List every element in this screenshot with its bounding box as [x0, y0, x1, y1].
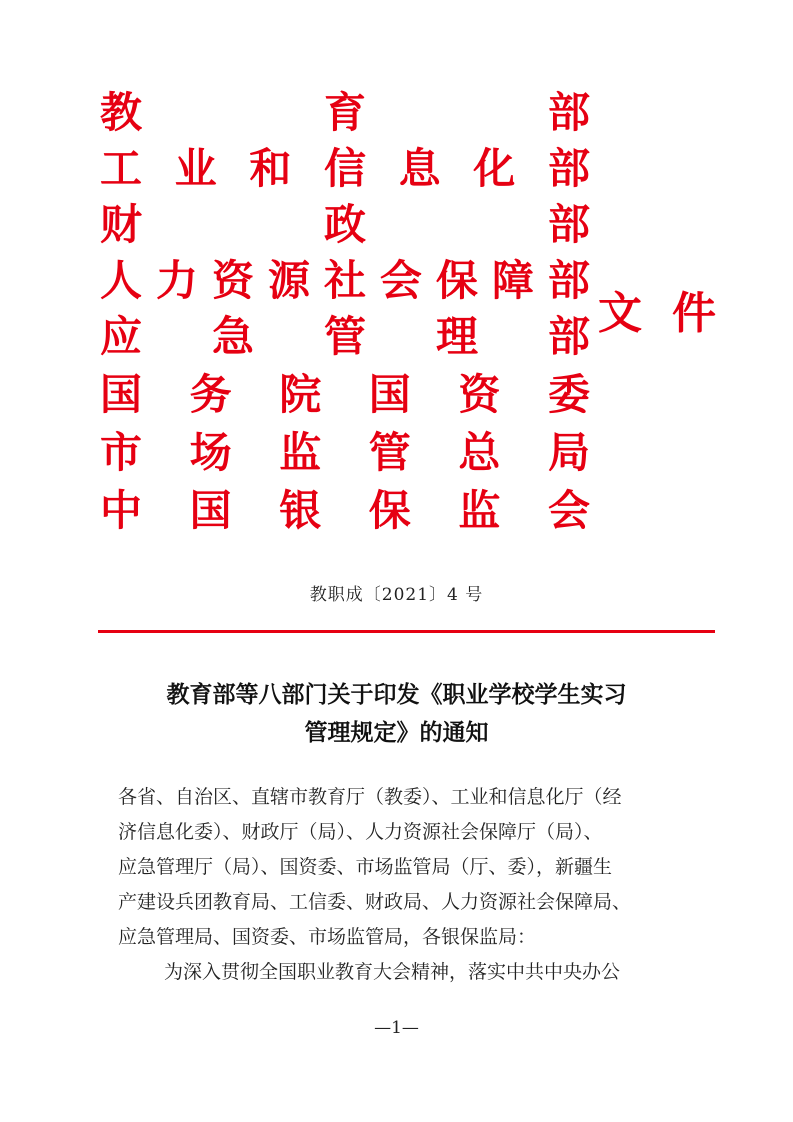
issuer-char: 会 — [547, 486, 590, 535]
issuer-row — [100, 314, 590, 360]
body-line-text: 各省、自治区、直辖市教育厅（教委）、工业和信息化厅（经 — [118, 786, 622, 808]
issuer-char: 中 — [100, 486, 143, 535]
body-line-text: 为深入贯彻全国职业教育大会精神，落实中共中央办公 — [164, 961, 621, 983]
issuer-char: 和 — [249, 144, 292, 193]
issuer-char: 人 — [100, 256, 143, 305]
issuer-row — [100, 258, 590, 304]
body-line — [118, 885, 686, 920]
body-line — [118, 815, 686, 850]
issuer-char: 总 — [458, 428, 501, 477]
issuer-char: 部 — [547, 256, 590, 305]
body-line — [118, 920, 686, 955]
issuer-char: 政 — [323, 200, 366, 249]
issuer-char: 银 — [279, 486, 322, 535]
body-text — [118, 780, 686, 990]
issuer-char: 部 — [547, 200, 590, 249]
document-suffix-char: 文 — [598, 288, 642, 339]
issuer-char: 工 — [100, 144, 143, 193]
issuer-char: 委 — [547, 370, 590, 419]
body-line-text: 应急管理局、国资委、市场监管局，各银保监局： — [118, 926, 537, 948]
issuer-char: 局 — [547, 428, 590, 477]
issuer-char: 监 — [279, 428, 322, 477]
document-number: 教职成〔2021〕4 号 — [309, 585, 484, 605]
issuer-char: 息 — [398, 144, 441, 193]
body-line — [118, 955, 686, 990]
issuer-char: 保 — [368, 486, 411, 535]
issuer-char: 资 — [211, 256, 254, 305]
issuer-row — [100, 430, 590, 476]
document-title — [0, 676, 793, 752]
issuer-char: 国 — [100, 370, 143, 419]
body-line-text: 应急管理厅（局）、国资委、市场监管局（厅、委），新疆生 — [118, 856, 613, 878]
issuer-char: 资 — [458, 370, 501, 419]
title-line: 管理规定》的通知 — [304, 719, 489, 746]
issuer-char: 急 — [211, 312, 254, 361]
body-line — [118, 850, 686, 885]
issuer-char: 务 — [189, 370, 232, 419]
issuer-char: 应 — [100, 312, 143, 361]
body-line-text: 产建设兵团教育局、工信委、财政局、人力资源社会保障局、 — [118, 891, 632, 913]
issuer-char: 信 — [323, 144, 366, 193]
issuer-char: 化 — [473, 144, 516, 193]
issuer-char: 理 — [435, 312, 478, 361]
issuer-char: 场 — [189, 428, 232, 477]
issuer-char: 部 — [547, 144, 590, 193]
title-line: 教育部等八部门关于印发《职业学校学生实习 — [166, 681, 627, 708]
page-number: —1— — [374, 1018, 419, 1038]
issuer-char: 国 — [189, 486, 232, 535]
issuer-row — [100, 202, 590, 248]
issuer-char: 管 — [323, 312, 366, 361]
issuer-row — [100, 146, 590, 192]
issuer-char: 障 — [491, 256, 534, 305]
issuer-char: 社 — [323, 256, 366, 305]
issuer-char: 力 — [155, 256, 198, 305]
body-line-text: 济信息化委）、财政厅（局）、人力资源社会保障厅（局）、 — [118, 821, 603, 843]
issuer-char: 院 — [279, 370, 322, 419]
body-line — [118, 780, 686, 815]
issuer-char: 会 — [379, 256, 422, 305]
issuer-row — [100, 488, 590, 534]
issuer-char: 业 — [174, 144, 217, 193]
issuer-char: 教 — [100, 88, 143, 137]
issuer-char: 监 — [458, 486, 501, 535]
issuer-char: 部 — [547, 312, 590, 361]
issuer-row — [100, 372, 590, 418]
issuer-char: 保 — [435, 256, 478, 305]
issuer-char: 国 — [368, 370, 411, 419]
issuer-char: 管 — [368, 428, 411, 477]
document-suffix-char: 件 — [672, 288, 716, 339]
issuer-char: 部 — [547, 88, 590, 137]
issuer-char: 源 — [267, 256, 310, 305]
issuer-row — [100, 90, 590, 136]
document-suffix — [598, 290, 716, 338]
issuer-char: 市 — [100, 428, 143, 477]
red-separator-line — [98, 630, 715, 633]
issuer-char: 育 — [323, 88, 366, 137]
issuer-char: 财 — [100, 200, 143, 249]
